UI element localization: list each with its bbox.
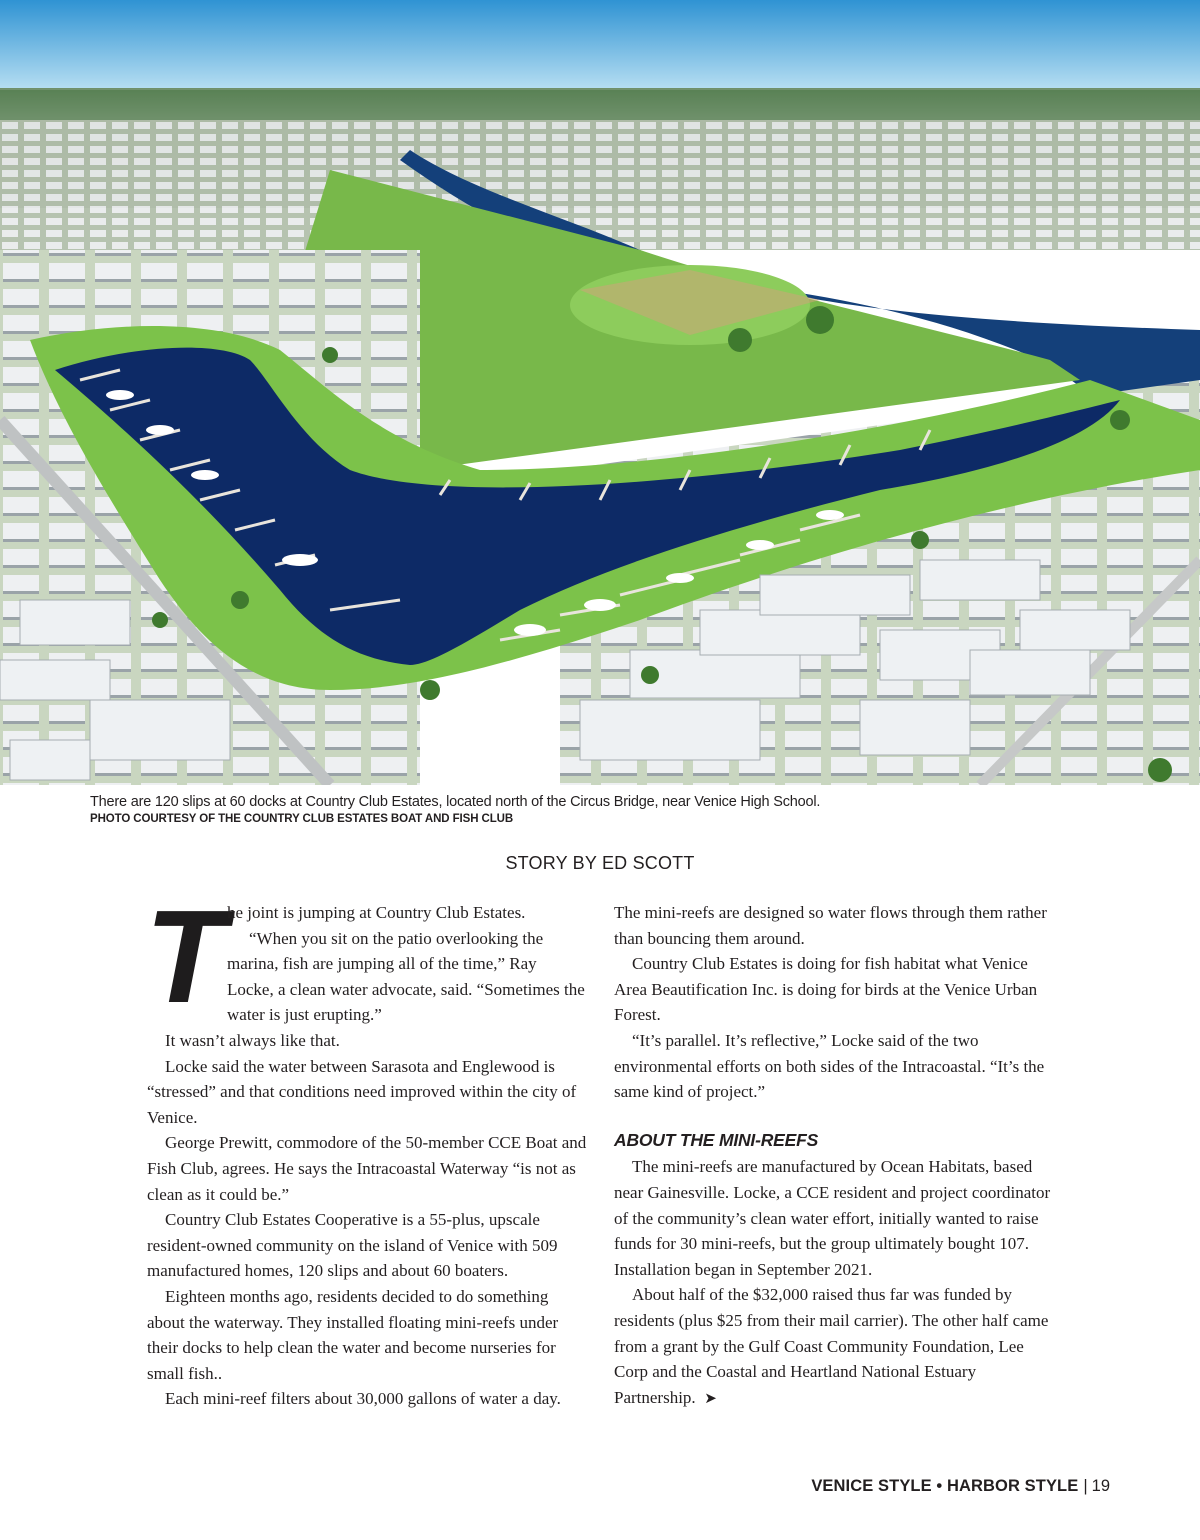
- folio-separator: |: [1083, 1477, 1088, 1495]
- drop-cap: T: [145, 883, 226, 1030]
- body-paragraph: It wasn’t always like that.: [165, 1030, 340, 1050]
- page-folio: [811, 1477, 1110, 1496]
- body-paragraph-text: About half of the $32,000 raised thus far was funded by residents (plus $25 from their mail carrier). The other half came from a grant by the Gulf Coast Community Foundation, Lee Corp and the Coastal and Heartland National Estuary Partnership.: [614, 1285, 1049, 1407]
- body-paragraph: George Prewitt, commodore of the 50-member CCE Boat and Fish Club, agrees. He says the Intracoastal Waterway “is not as clean as it could be.”: [147, 1133, 587, 1204]
- body-paragraph: “It’s parallel. It’s reflective,” Locke said of the two environmental efforts on both sides of the Intracoastal. “It’s the same kind of project.”: [614, 1030, 1045, 1102]
- body-paragraph: Locke said the water between Sarasota and Englewood is “stressed” and that conditions need improved within the city of Venice.: [147, 1056, 577, 1127]
- magazine-name: VENICE STYLE • HARBOR STYLE: [811, 1477, 1079, 1495]
- body-paragraph: Country Club Estates is doing for fish habitat what Venice Area Beautification Inc. is doing for birds at the Venice Urban Forest.: [614, 954, 1038, 1025]
- photo-caption: There are 120 slips at 60 docks at Country Club Estates, located north of the Circus Bridge, near Venice High School.: [90, 794, 821, 810]
- body-paragraph: The mini-reefs are designed so water flows through them rather than bouncing them around.: [614, 903, 1047, 948]
- lead-paragraph-2: “When you sit on the patio overlooking the marina, fish are jumping all of the time,” Ray Locke, a clean water advocate, said. “Sometimes the water is just erupting.”: [227, 928, 585, 1025]
- section-subhead: ABOUT THE MINI-REEFS: [614, 1129, 819, 1150]
- body-paragraph: Eighteen months ago, residents decided to do something about the waterway. They installed floating mini-reefs under their docks to help clean the water and become nurseries for small fish..: [147, 1286, 559, 1383]
- article-column-right: [614, 900, 1054, 1411]
- photo-credit: PHOTO COURTESY OF THE COUNTRY CLUB ESTATES BOAT AND FISH CLUB: [90, 813, 514, 825]
- body-paragraph: The mini-reefs are manufactured by Ocean Habitats, based near Gainesville. Locke, a CCE resident and project coordinator of the community’s clean water effort, initially wanted to raise funds for 30 mini-reefs, but the group ultimately bought 107. Installation began in September 2021.: [614, 1157, 1051, 1279]
- story-byline: STORY BY ED SCOTT: [505, 853, 695, 873]
- body-paragraph: Each mini-reef filters about 30,000 gallons of water a day.: [165, 1389, 561, 1409]
- body-paragraph: Country Club Estates Cooperative is a 55-plus, upscale resident-owned community on the island of Venice with 509 manufactured homes, 120 slips and about 60 boaters.: [147, 1210, 558, 1281]
- lead-paragraphs: [145, 883, 587, 1030]
- lead-paragraph-1: he joint is jumping at Country Club Estates.: [227, 903, 526, 922]
- body-paragraph-last: [614, 1282, 1054, 1411]
- article-column-left: [145, 883, 587, 1412]
- arrow-right-icon: ➤: [704, 1388, 717, 1407]
- page-number: 19: [1091, 1477, 1110, 1495]
